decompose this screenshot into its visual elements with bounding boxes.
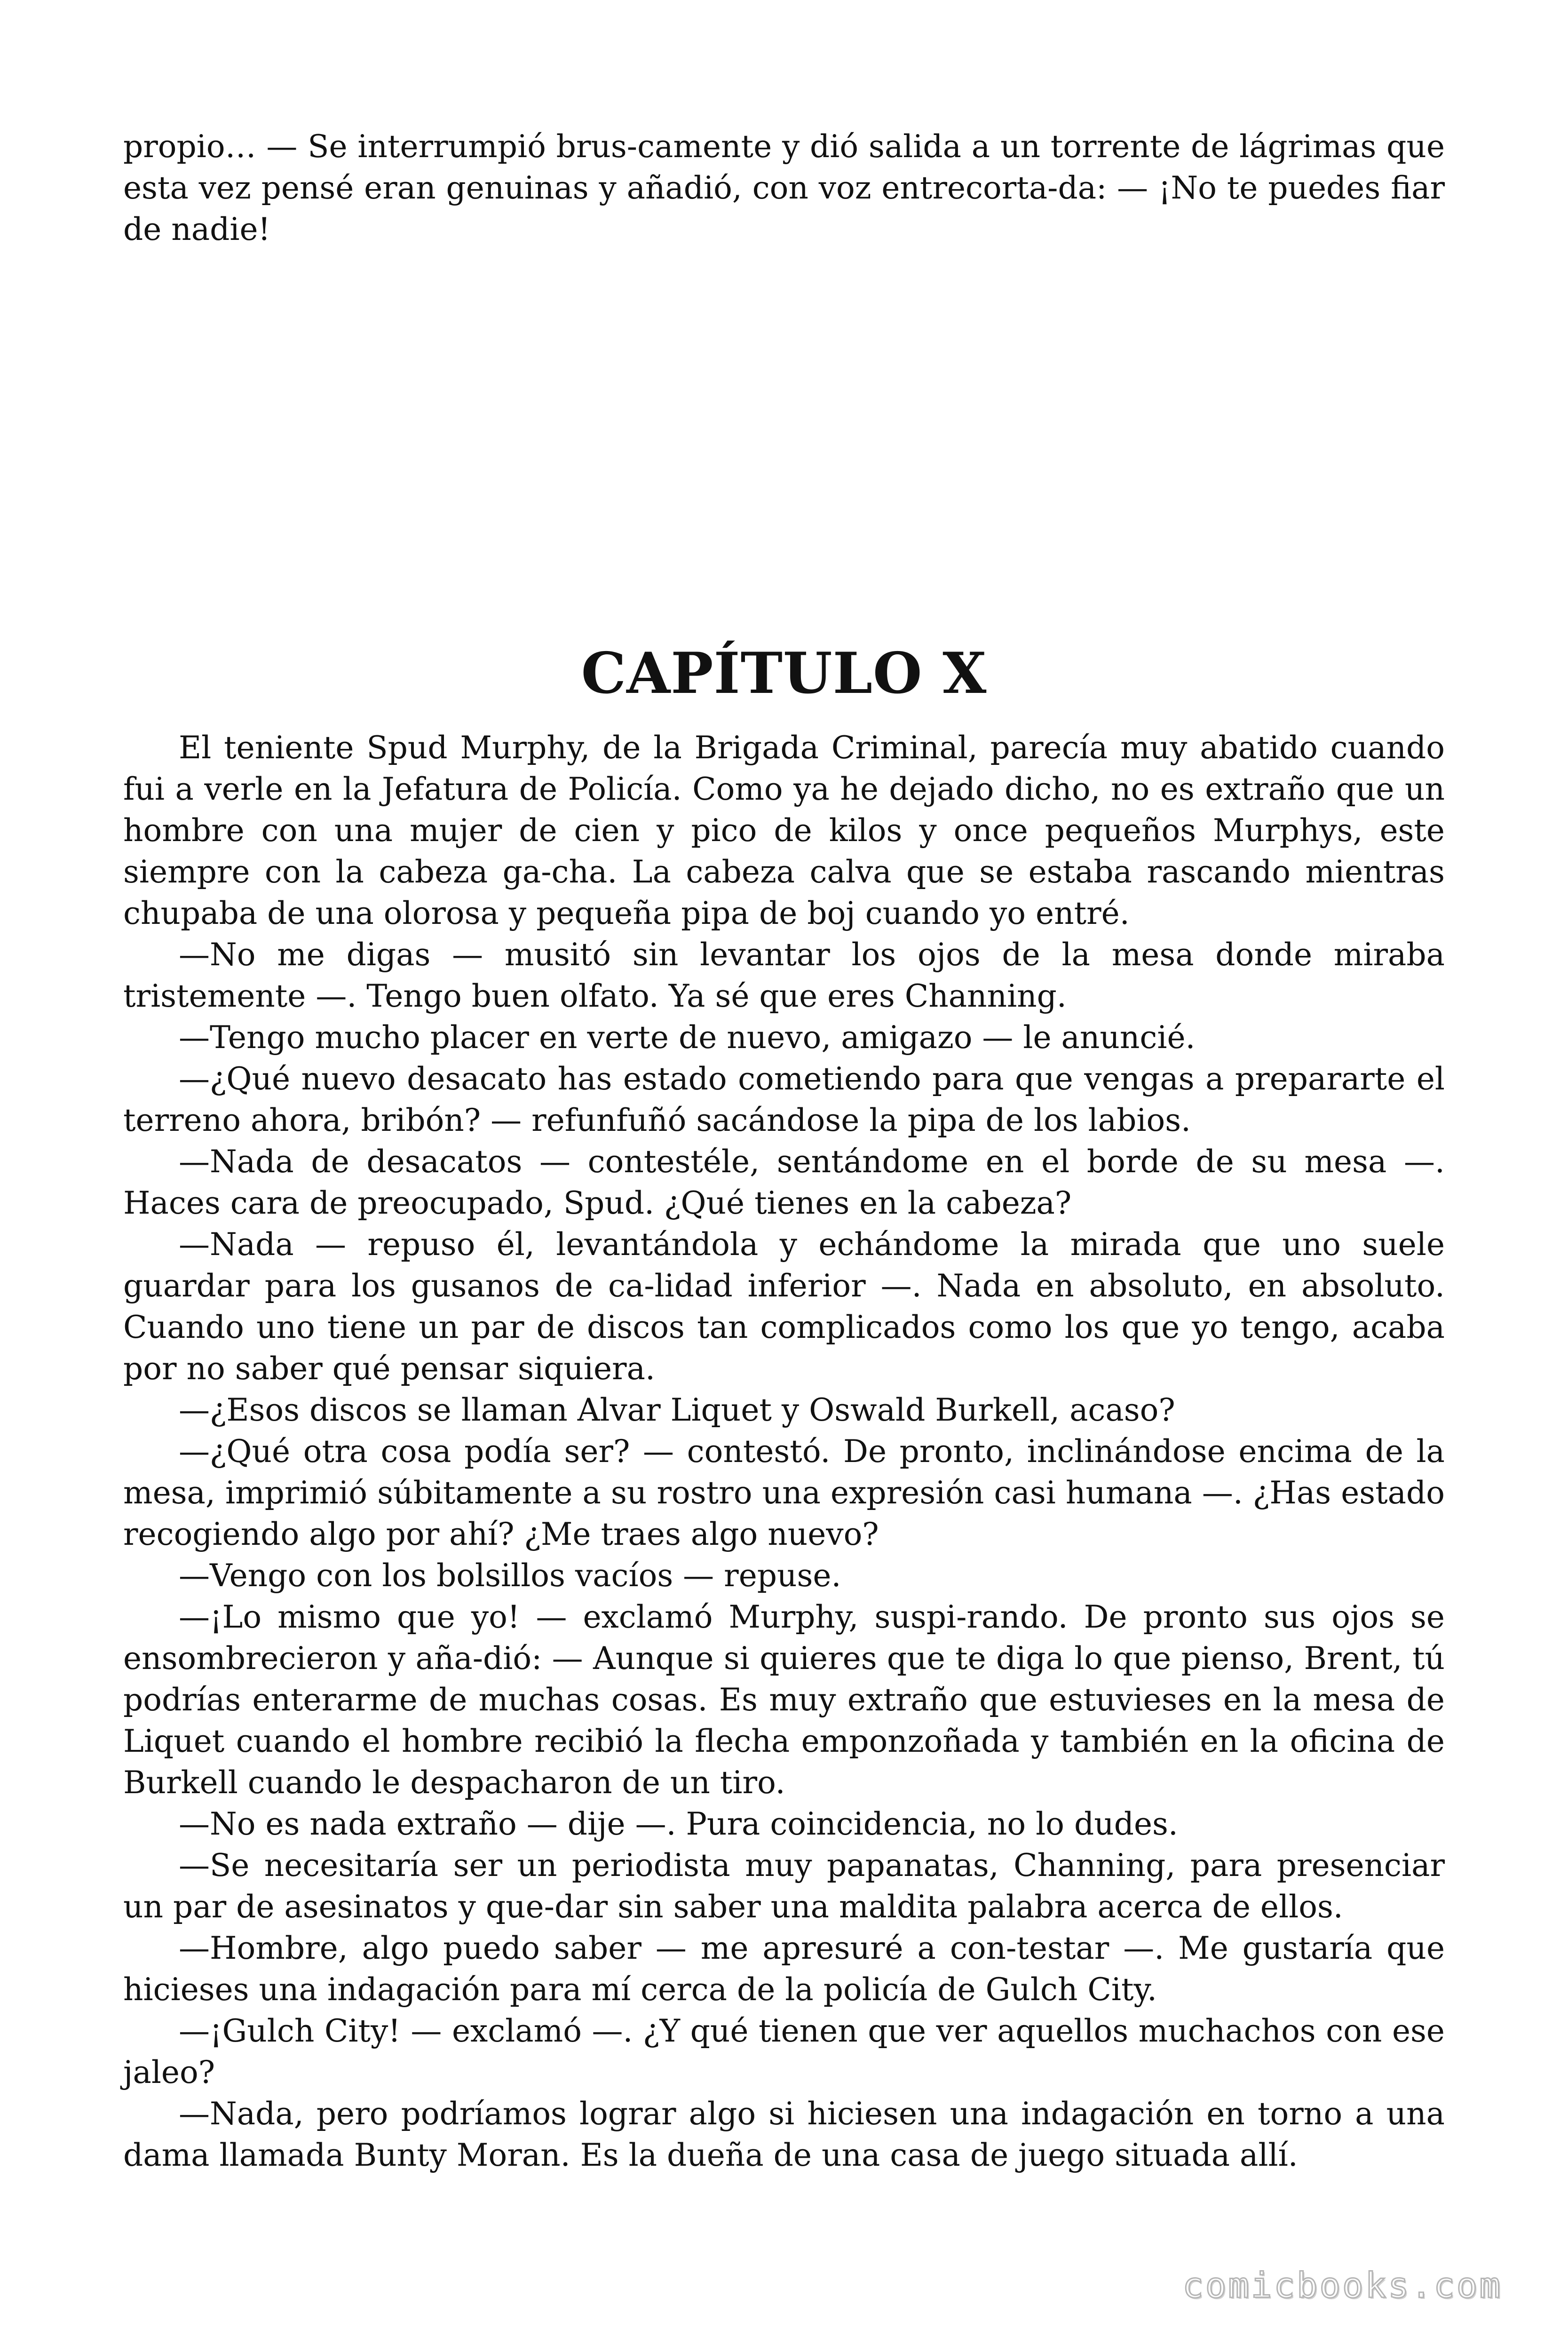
paragraph: —Hombre, algo puedo saber — me apresuré a con-testar —. Me gustaría que hicieses una indagación para mí cerca de la policía de Gulch City. — [123, 1930, 1445, 2008]
paragraph: —No me digas — musitó sin levantar los ojos de la mesa donde miraba tristemente —. Tengo buen olfato. Ya sé que eres Channing. — [123, 937, 1445, 1014]
paragraph: —Tengo mucho placer en verte de nuevo, amigazo — le anuncié. — [179, 1019, 1196, 1056]
paragraph: —¡Lo mismo que yo! — exclamó Murphy, suspi-rando. De pronto sus ojos se ensombrecieron y aña-dió: — Aunque si quieres que te diga lo que pienso, Brent, tú podrías enterarme de muchas cosas. Es muy extraño que estuvieses en la mesa de Liquet cuando el hombre recibió la flecha emponzoñada y también en la oficina de Burkell cuando le despacharon de un tiro. — [123, 1599, 1445, 1801]
paragraph: —No es nada extraño — dije —. Pura coincidencia, no lo dudes. — [179, 1806, 1178, 1842]
paragraph: —¿Qué nuevo desacato has estado cometiendo para que vengas a prepararte el terreno ahora, bribón? — refunfuñó sacándose la pipa de los labios. — [123, 1061, 1445, 1138]
opening-paragraph: propio… — Se interrumpió brus-camente y dió salida a un torrente de lágrimas que esta vez pensé eran genuinas y añadió, con voz entrecorta-da: — ¡No te puedes fiar de nadie! — [123, 128, 1445, 247]
chapter-body — [123, 727, 1445, 2176]
paragraph: —Vengo con los bolsillos vacíos — repuse. — [179, 1557, 841, 1594]
paragraph: —Nada de desacatos — contestéle, sentándome en el borde de su mesa —. Haces cara de preocupado, Spud. ¿Qué tienes en la cabeza? — [123, 1144, 1445, 1221]
paragraph: El teniente Spud Murphy, de la Brigada Criminal, parecía muy abatido cuando fui a verle en la Jefatura de Policía. Como ya he dejado dicho, no es extraño que un hombre con una mujer de cien y pico de kilos y once pequeños Murphys, este siempre con la cabeza ga-cha. La cabeza calva que se estaba rascando mientras chupaba de una olorosa y pequeña pipa de boj cuando yo entré. — [123, 730, 1445, 931]
paragraph: —Nada, pero podríamos lograr algo si hiciesen una indagación en torno a una dama llamada Bunty Moran. Es la dueña de una casa de juego situada allí. — [123, 2096, 1445, 2173]
chapter-title: CAPÍTULO X — [581, 640, 987, 707]
paragraph: —¡Gulch City! — exclamó —. ¿Y qué tienen que ver aquellos muchachos con ese jaleo? — [123, 2013, 1445, 2090]
paragraph: —Se necesitaría ser un periodista muy papanatas, Channing, para presenciar un par de asesinatos y que-dar sin saber una maldita palabra acerca de ellos. — [123, 1847, 1445, 1925]
paragraph: —¿Esos discos se llaman Alvar Liquet y Oswald Burkell, acaso? — [179, 1392, 1175, 1428]
opening-text — [123, 126, 1445, 250]
paragraph: —¿Qué otra cosa podía ser? — contestó. De pronto, inclinándose encima de la mesa, imprimió súbitamente a su rostro una expresión casi humana —. ¿Has estado recogiendo algo por ahí? ¿Me traes algo nuevo? — [123, 1433, 1445, 1552]
paragraph: —Nada — repuso él, levantándola y echándome la mirada que uno suele guardar para los gusanos de ca-lidad inferior —. Nada en absoluto, en absoluto. Cuando uno tiene un par de discos tan complicados como los que yo tengo, acaba por no saber qué pensar siquiera. — [123, 1226, 1445, 1387]
watermark-logo: comicbooks.com — [1182, 2265, 1502, 2306]
